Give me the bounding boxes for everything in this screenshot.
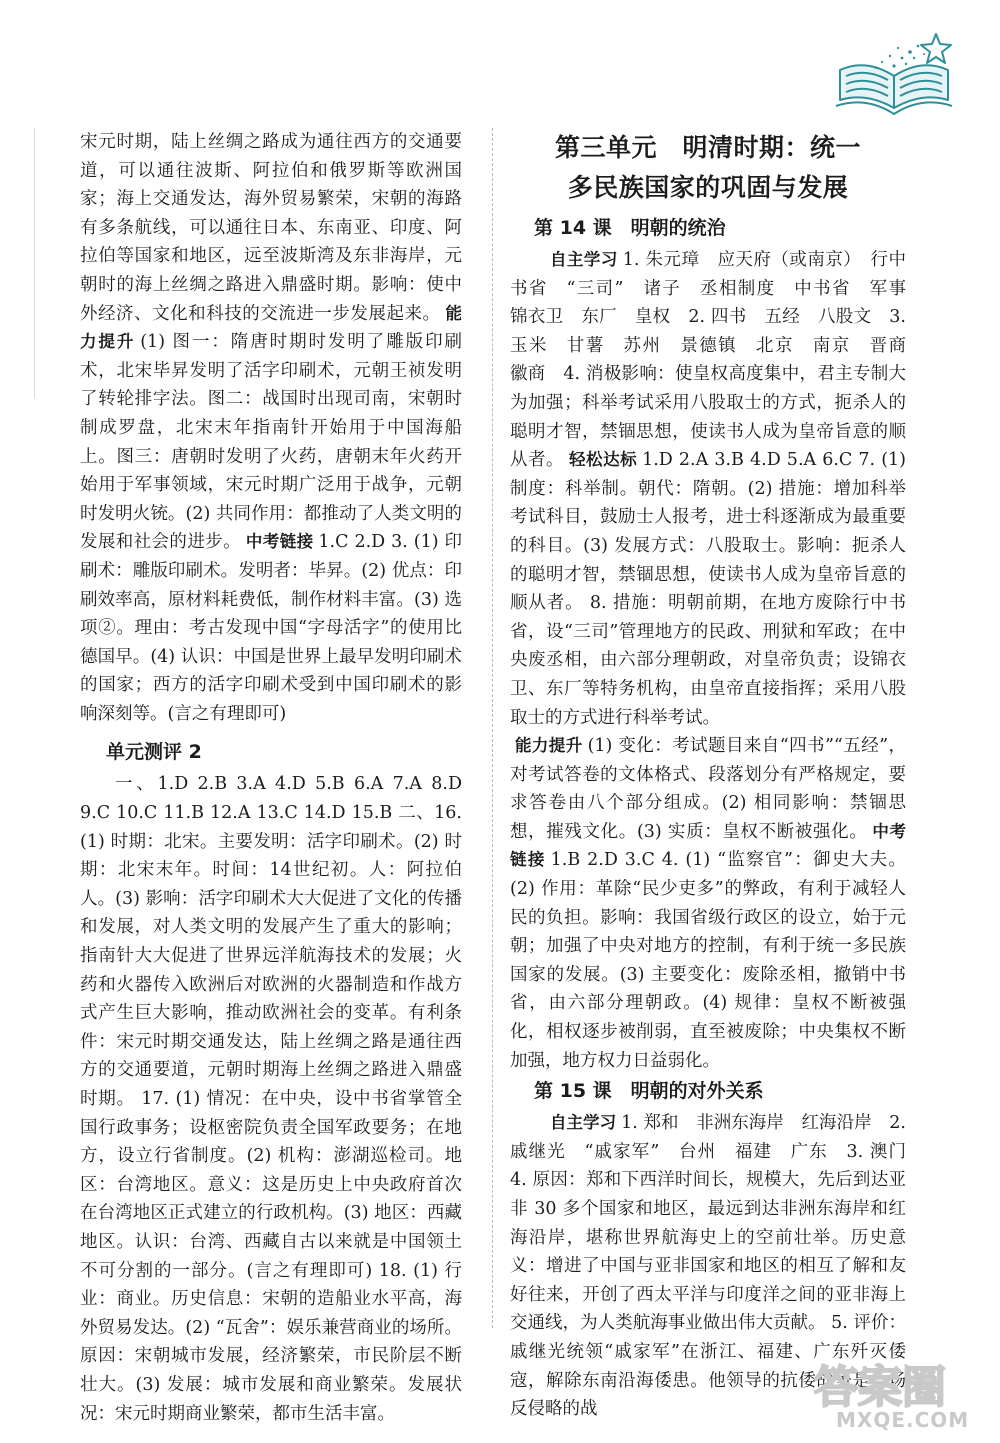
unit-title-line-1: 第三单元 明清时期：统一 xyxy=(554,133,861,162)
column-divider xyxy=(492,128,493,1328)
lesson-14-heading: 第 14 课 明朝的统治 xyxy=(534,217,726,239)
lesson-14-part-d: 1.B 2.D 3.C 4. (1) “监察官”：御史大夫。(2) 作用：革除“民少吏多”的弊政，有利于减轻人民的负担。影响：我国省级行政区的设立，始于元朝；加强了中央对地方的控制，有利于统一多民族国家的发展。(3) 主要变化：废除丞相，撤销中书省，由六部分理朝政。(4) 规律：皇权不断被强化，相权逐步被削弱，直至被废除；中央集权不断加强，地方权力日益弱化。 xyxy=(510,850,906,1071)
watermark-text: 答案圈 xyxy=(814,1362,946,1413)
book-star-logo-icon xyxy=(832,30,962,122)
margin-line xyxy=(34,128,35,398)
unit-title-line-2: 多民族国家的巩固与发展 xyxy=(567,173,849,202)
tag-ability-right: 能力提升 xyxy=(514,736,583,756)
lesson-14-text-2 xyxy=(510,732,906,1075)
tag-self-study: 自主学习 xyxy=(549,250,618,269)
left-para-1b: (1) 图一：隋唐时期时发明了雕版印刷术，北宋毕昇发明了活字印刷术，元朝王祯发明了转轮排字法。图二：战国时出现司南，宋朝时制成罗盘，北宋末年指南针开始用于中国海船上。图三：唐朝时发明了火药，唐朝末年火药开始用于军事领域，宋元时期广泛用于战争，元朝时发明火铳。(2) 共同作用：都推动了人类文明的发展和社会的进步。 xyxy=(80,332,463,553)
lesson-15-part-a: 1. 郑和 非洲东海岸 红海沿岸 2. 戚继光 “戚家军” 台州 福建 广东 3. 澳门 4. 原因：郑和下西洋时间长，规模大，先后到达亚非 30 多个国家和地区，最远到达非洲东海岸和红海沿岸，堪称世界航海史上的空前壮举。历史意义：增进了中国与亚非国家和地区的相互了解和友好往来，开创了西太平洋与印度洋之间的亚非海上交通线，为人类航海事业做出伟大贡献。 5. 评价：戚继光统领“戚家军”在浙江、福建、广东歼灭倭寇，解除东南沿海倭患。他领导的抗倭战争是一场反侵略的战 xyxy=(510,1113,924,1420)
left-column xyxy=(80,128,462,1428)
tag-exam-link: 中考链接 xyxy=(245,532,314,552)
left-para-1: 宋元时期，陆上丝绸之路成为通往西方的交通要道，可以通往波斯、阿拉伯和俄罗斯等欧洲国家；海上交通发达，海外贸易繁荣，宋朝的海路有多条航线，可以通往日本、东南亚、印度、阿拉伯等国家和地区，远至波斯湾及东非海岸，元朝时的海上丝绸之路进入鼎盛时期。影响：使中外经济、文化和科技的交流进一步发展起来。 xyxy=(80,132,462,324)
left-text-block xyxy=(80,128,462,728)
left-para-1c: 1.C 2.D 3. (1) 印刷术：雕版印刷术。发明者：毕昇。(2) 优点：印刷效率高，原材料耗费低，制作材料丰富。(3) 选项②。理由：考古发现中国“字母活字”的使用比德国早。(4) 认识：中国是世界上最早发明印刷术的国家；西方的活字印刷术受到中国印刷术的影响深刻等。(言之有理即可) xyxy=(80,532,463,724)
unit-test-heading: 单元测评 2 xyxy=(106,741,202,764)
lesson-14-text xyxy=(510,246,924,732)
lesson-14-part-a: 1. 朱元璋 应天府（或南京） 行中书省 “三司” 诸子 丞相制度 中书省 军事 锦衣卫 东厂 皇权 2. 四书 五经 八股文 3. 玉米 甘薯 苏州 景德镇 北京 南京 晋商 徽商 4. 消极影响：使皇权高度集中，君主专制大为加强；科举考试采用八股取士的方式，扼杀人的聪明才智，禁锢思想，使读书人成为皇帝旨意的顺从者。 xyxy=(510,250,924,471)
lesson-15-heading: 第 15 课 明朝的对外关系 xyxy=(534,1080,764,1103)
watermark-url: MXQE.COM xyxy=(836,1408,970,1432)
tag-ability: 能力提升 xyxy=(80,303,462,352)
tag-self-study-2: 自主学习 xyxy=(549,1113,617,1133)
tag-exam-link-right: 中考链接 xyxy=(510,821,906,870)
lesson-14-part-c: (1) 变化：考试题目来自“四书”“五经”，对考试答卷的文体格式、段落划分有严格规定，要求答卷由八个部分组成。(2) 相同影响：禁锢思想，摧残文化。(3) 实质：皇权不断被强化。 xyxy=(510,736,907,842)
tag-easy-pass: 轻松达标 xyxy=(569,450,638,470)
right-column xyxy=(510,128,924,1424)
lesson-14-part-b: 1.D 2.A 3.B 4.D 5.A 6.C 7. (1) 制度：科举制。朝代：隋朝。(2) 措施：增加科举考试科目，鼓励士人报考，进士科逐渐成为最重要的科目。(3) 发展方式：八股取士。影响：扼杀人的聪明才智，禁锢思想，使读书人成为皇帝旨意的顺从者。 8. 措施：明朝前期，在地方废除行中书省，设“三司”管理地方的民政、刑狱和军政；在中央废丞相，由六部分理朝政，对皇帝负责；设锦衣卫、东厂等特务机构，由皇帝直接指挥；采用八股取士的方式进行科举考试。 xyxy=(510,450,906,728)
unit-test-answers: 一、1.D 2.B 3.A 4.D 5.B 6.A 7.A 8.D 9.C 10.C 11.B 12.A 13.C 14.D 15.B 二、16. (1) 时期：北宋。主要发明：活字印刷术。(2) 时期：北宋末年。时间：14世纪初。人：阿拉伯人。(3) 影响：活字印刷术大大促进了文化的传播和发展，对人类文明的发展产生了重大的影响；指南针大大促进了世界远洋航海技术的发展；火药和火器传入欧洲后对欧洲的火器制造和作战方式产生巨大影响，推动欧洲社会的变革。有利条件：宋元时期交通发达，陆上丝绸之路是通往西方的交通要道，元朝时期海上丝绸之路进入鼎盛时期。 17. (1) 情况：在中央，设中书省掌管全国行政事务；设枢密院负责全国军政要务；在地方，设立行省制度。(2) 机构：澎湖巡检司。地区：台湾地区。意义：这是历史上中央政府首次在台湾地区正式建立的行政机构。(3) 地区：西藏地区。认识：台湾、西藏自古以来就是中国领土不可分割的一部分。(言之有理即可) 18. (1) 行业：商业。历史信息：宋朝的造船业水平高，海外贸易发达。(2) “瓦舍”：娱乐兼营商业的场所。原因：宋朝城市发展，经济繁荣，市民阶层不断壮大。(3) 发展：城市发展和商业繁荣。发展状况：宋元时期商业繁荣，都市生活丰富。 xyxy=(80,774,462,1424)
